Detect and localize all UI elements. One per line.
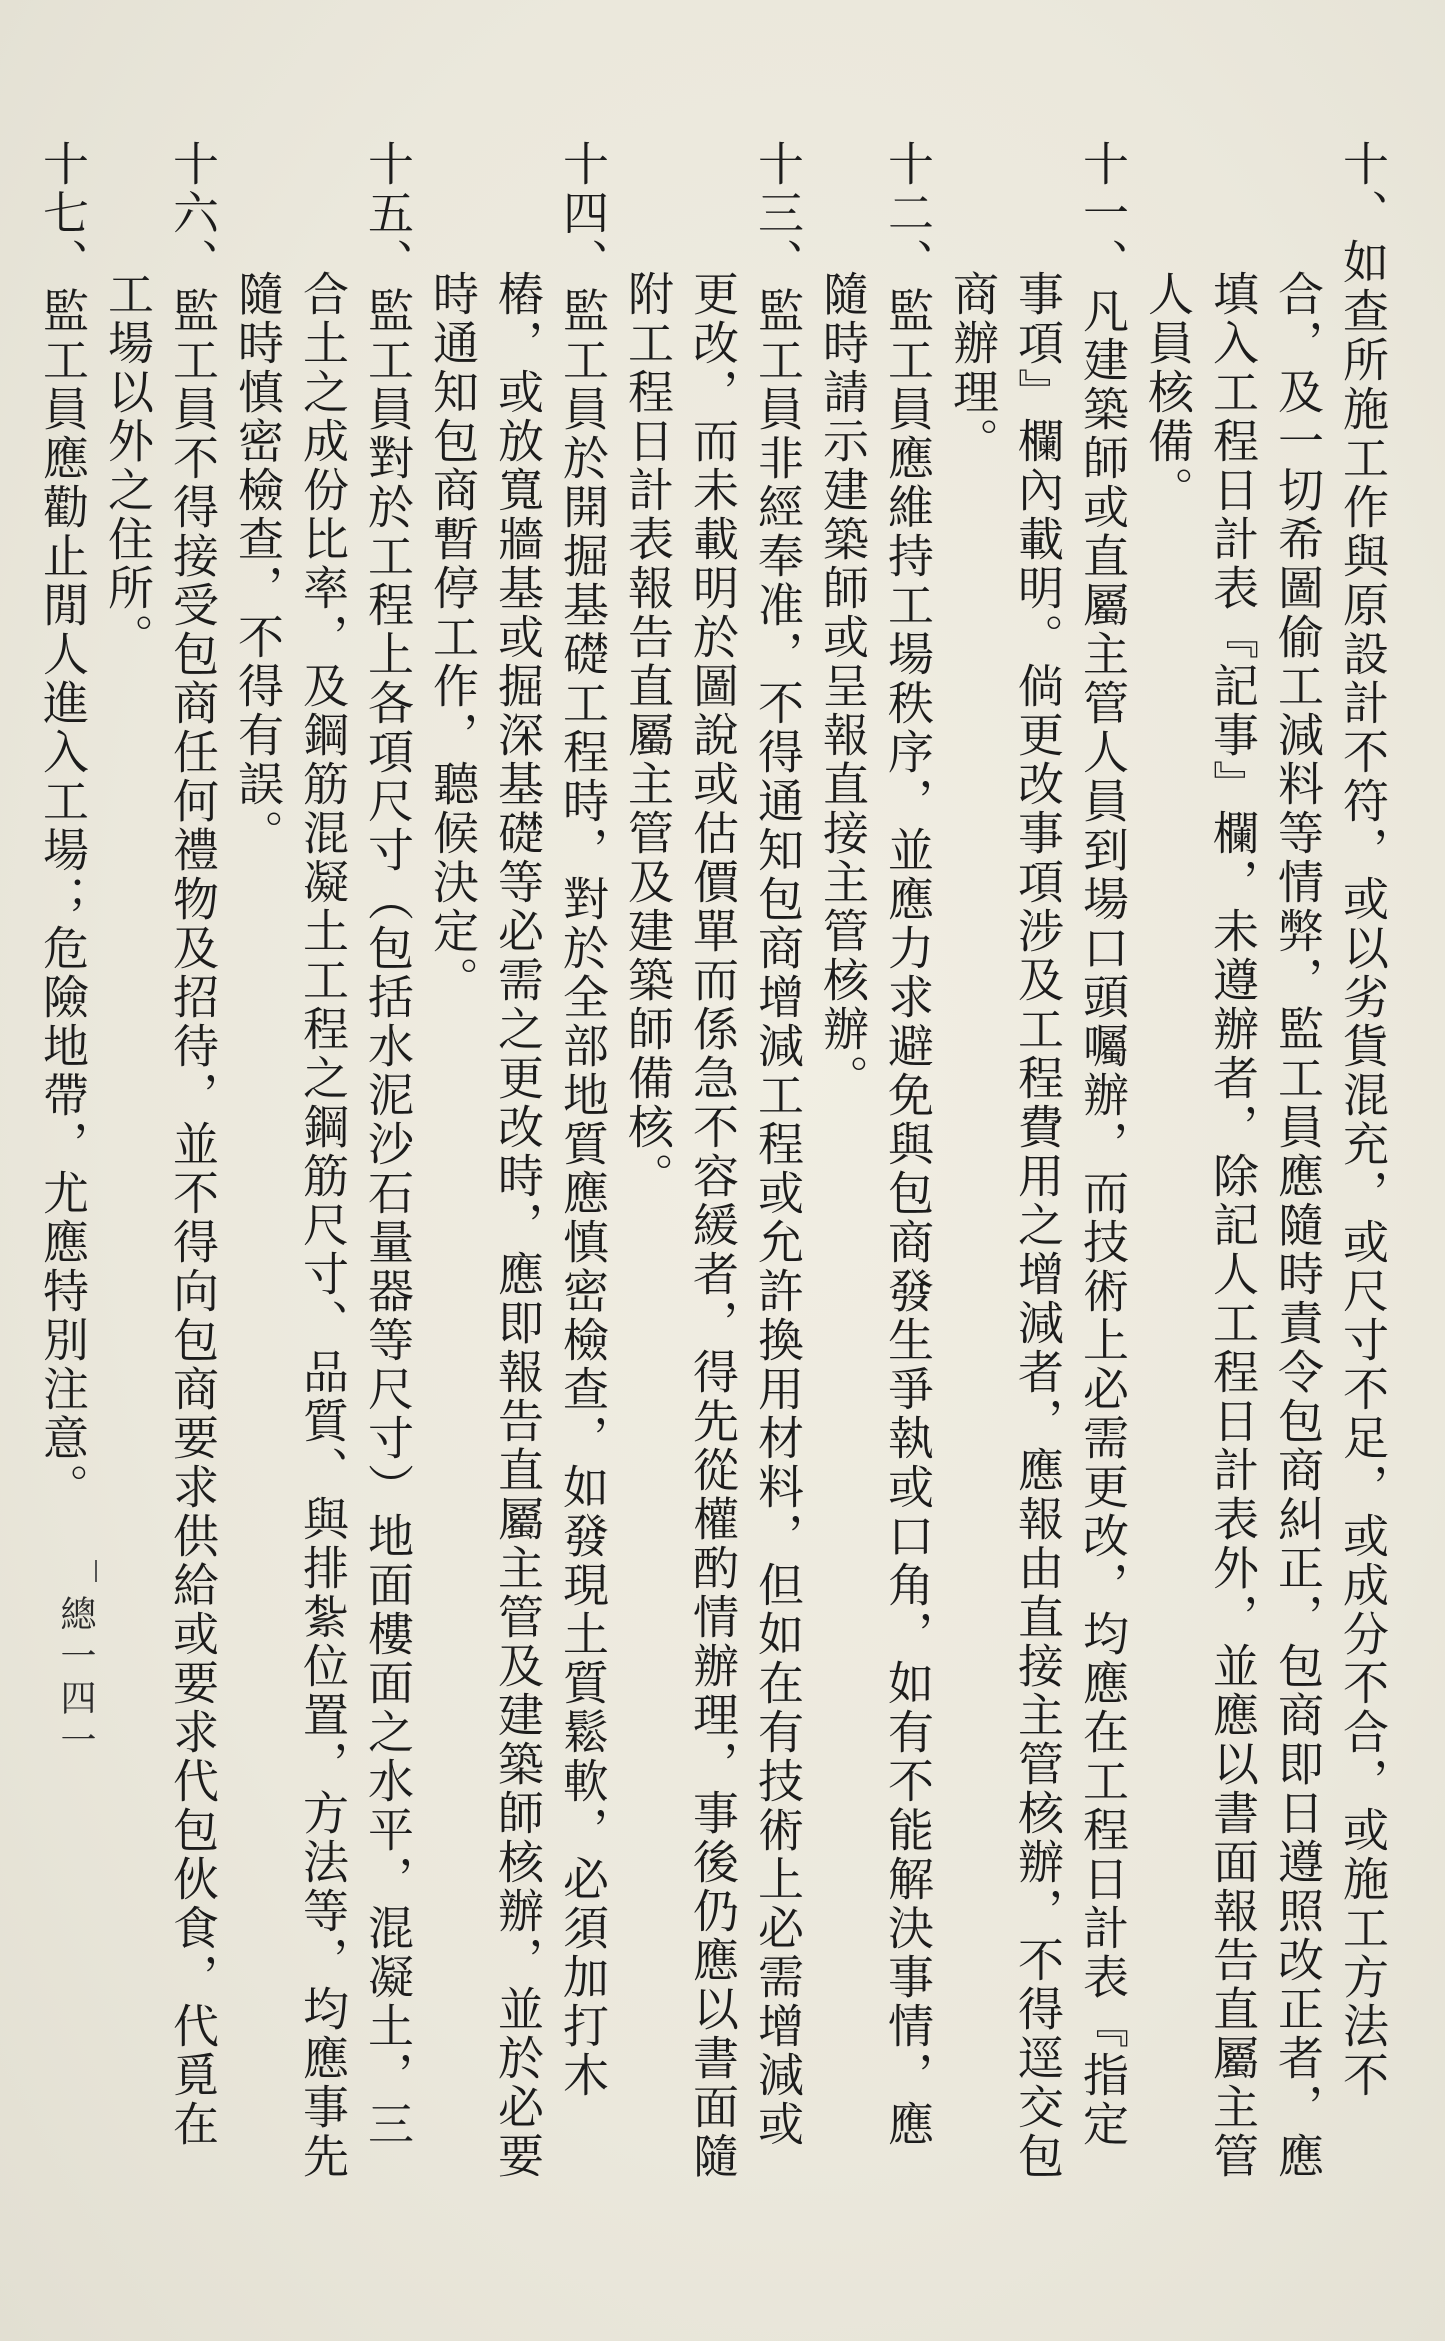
margin-mark	[95, 1560, 97, 1582]
regulation-text-block	[30, 140, 1395, 2190]
regulation-item-15: 十五、監工員對於工程上各項尺寸（包括水泥沙石量器等尺寸）地面樓面之水平，混凝土，三合土之成份比率，及鋼筋混凝土工程之鋼筋尺寸、品質、與排紮位置，方法等，均應事先隨時慎密檢查，不得有誤。	[231, 140, 415, 2181]
page-number: 總一四一	[55, 1595, 96, 1763]
regulation-item-17: 十七、監工員應勸止閒人進入工場；危險地帶，尤應特別注意。	[36, 140, 90, 1512]
regulation-item-16: 十六、監工員不得接受包商任何禮物及招待，並不得向包商要求供給或要求代包伙食，代覓在工場以外之住所。	[101, 140, 220, 2149]
regulation-item-11: 十一、凡建築師或直屬主管人員到場口頭囑辦，而技術上必需更改，均應在工程日計表『指定事項』欄內載明。倘更改事項涉及工程費用之增減者，應報由直接主管核辦，不得逕交包商辦理。	[946, 140, 1130, 2181]
regulation-item-12: 十二、監工員應維持工場秩序，並應力求避免與包商發生爭執或口角，如有不能解決事情，應隨時請示建築師或呈報直接主管核辦。	[816, 140, 935, 2149]
regulation-item-14: 十四、監工員於開掘基礎工程時，對於全部地質應慎密檢查，如發現土質鬆軟，必須加打木樁，或放寬牆基或掘深基礎等必需之更改時，應即報告直屬主管及建築師核辦，並於必要時通知包商暫停工作，聽候決定。	[426, 140, 610, 2181]
regulation-item-13: 十三、監工員非經奉准，不得通知包商增減工程或允許換用材料，但如在有技術上必需增減或更改，而未載明於圖說或估價單而係急不容緩者，得先從權酌情辦理，事後仍應以書面隨附工程日計表報告直屬主管及建築師備核。	[621, 140, 805, 2181]
regulation-item-10: 十、如查所施工作與原設計不符，或以劣貨混充，或尺寸不足，或成分不合，或施工方法不合，及一切希圖偷工減料等情弊，監工員應隨時責令包商糾正，包商即日遵照改正者，應填入工程日計表『記事』欄，未遵辦者，除記人工程日計表外，並應以書面報告直屬主管人員核備。	[1141, 140, 1390, 2181]
